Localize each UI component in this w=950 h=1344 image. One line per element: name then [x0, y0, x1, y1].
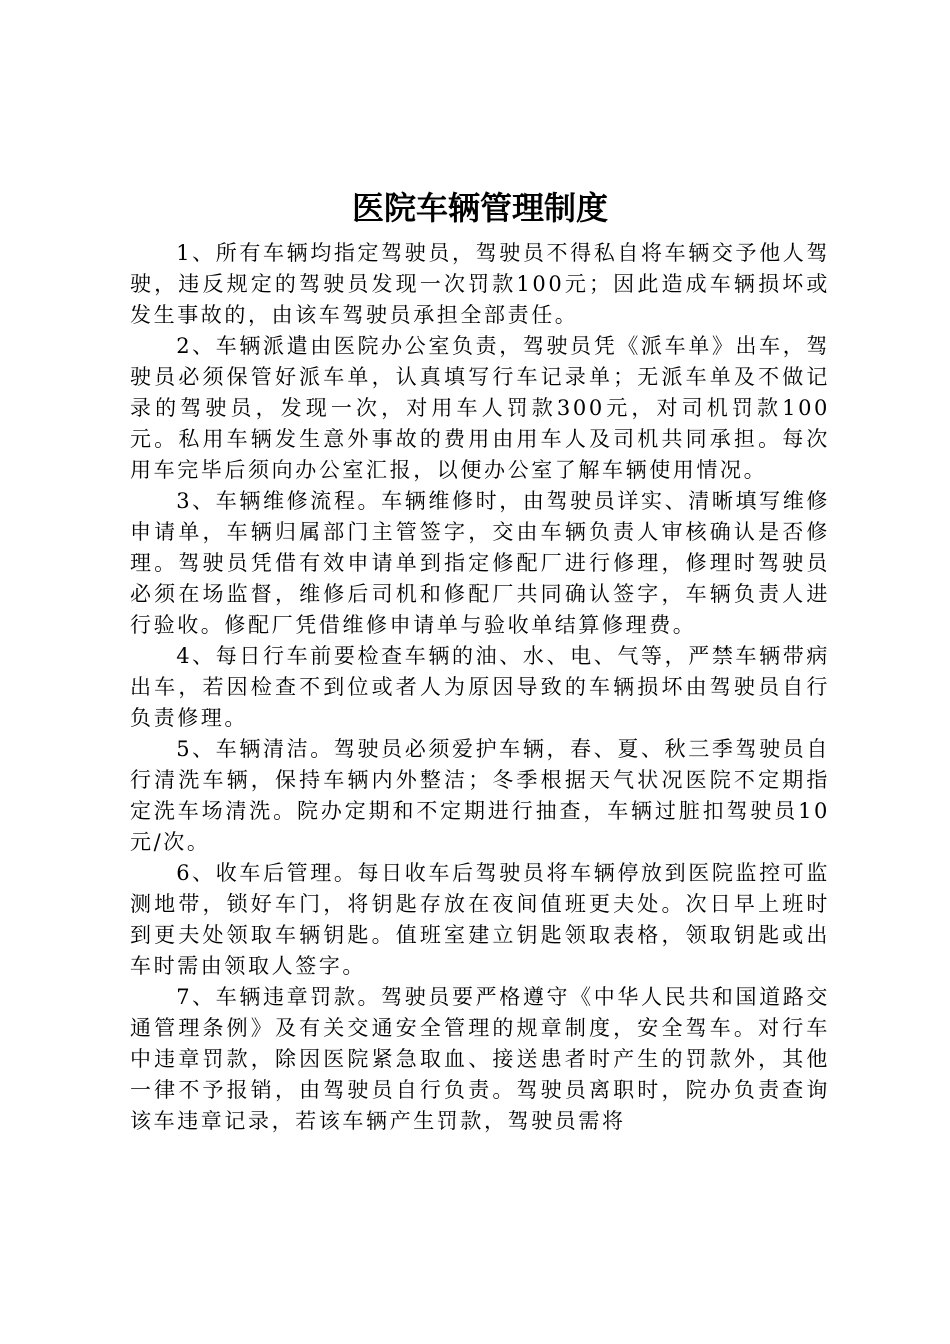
document-body	[130, 238, 830, 1137]
paragraph-5: 5、车辆清洁。驾驶员必须爱护车辆，春、夏、秋三季驾驶员自行清洗车辆，保持车辆内外整洁；冬季根据天气状况医院不定期指定洗车场清洗。院办定期和不定期进行抽查，车辆过脏扣驾驶员10元/次。	[130, 737, 830, 854]
paragraph-6: 6、收车后管理。每日收车后驾驶员将车辆停放到医院监控可监测地带，锁好车门，将钥匙存放在夜间值班更夫处。次日早上班时到更夫处领取车辆钥匙。值班室建立钥匙领取表格，领取钥匙或出车时需由领取人签字。	[130, 861, 830, 978]
paragraph-4: 4、每日行车前要检查车辆的油、水、电、气等，严禁车辆带病出车，若因检查不到位或者人为原因导致的车辆损坏由驾驶员自行负责修理。	[130, 644, 830, 730]
paragraph-7: 7、车辆违章罚款。驾驶员要严格遵守《中华人民共和国道路交通管理条例》及有关交通安全管理的规章制度，安全驾车。对行车中违章罚款，除因医院紧急取血、接送患者时产生的罚款外，其他一律不予报销，由驾驶员自行负责。驾驶员离职时，院办负责查询该车违章记录，若该车辆产生罚款，驾驶员需将	[130, 985, 830, 1133]
paragraph-2: 2、车辆派遣由医院办公室负责，驾驶员凭《派车单》出车，驾驶员必须保管好派车单，认真填写行车记录单；无派车单及不做记录的驾驶员，发现一次，对用车人罚款300元，对司机罚款100元。私用车辆发生意外事故的费用由用车人及司机共同承担。每次用车完毕后须向办公室汇报，以便办公室了解车辆使用情况。	[130, 334, 830, 482]
paragraph-3: 3、车辆维修流程。车辆维修时，由驾驶员详实、清晰填写维修申请单，车辆归属部门主管签字，交由车辆负责人审核确认是否修理。驾驶员凭借有效申请单到指定修配厂进行修理，修理时驾驶员必须在场监督，维修后司机和修配厂共同确认签字，车辆负责人进行验收。修配厂凭借维修申请单与验收单结算修理费。	[130, 489, 830, 637]
paragraph-1: 1、所有车辆均指定驾驶员，驾驶员不得私自将车辆交予他人驾驶，违反规定的驾驶员发现一次罚款100元；因此造成车辆损坏或发生事故的，由该车驾驶员承担全部责任。	[130, 241, 830, 327]
document-title: 医院车辆管理制度	[351, 189, 608, 227]
